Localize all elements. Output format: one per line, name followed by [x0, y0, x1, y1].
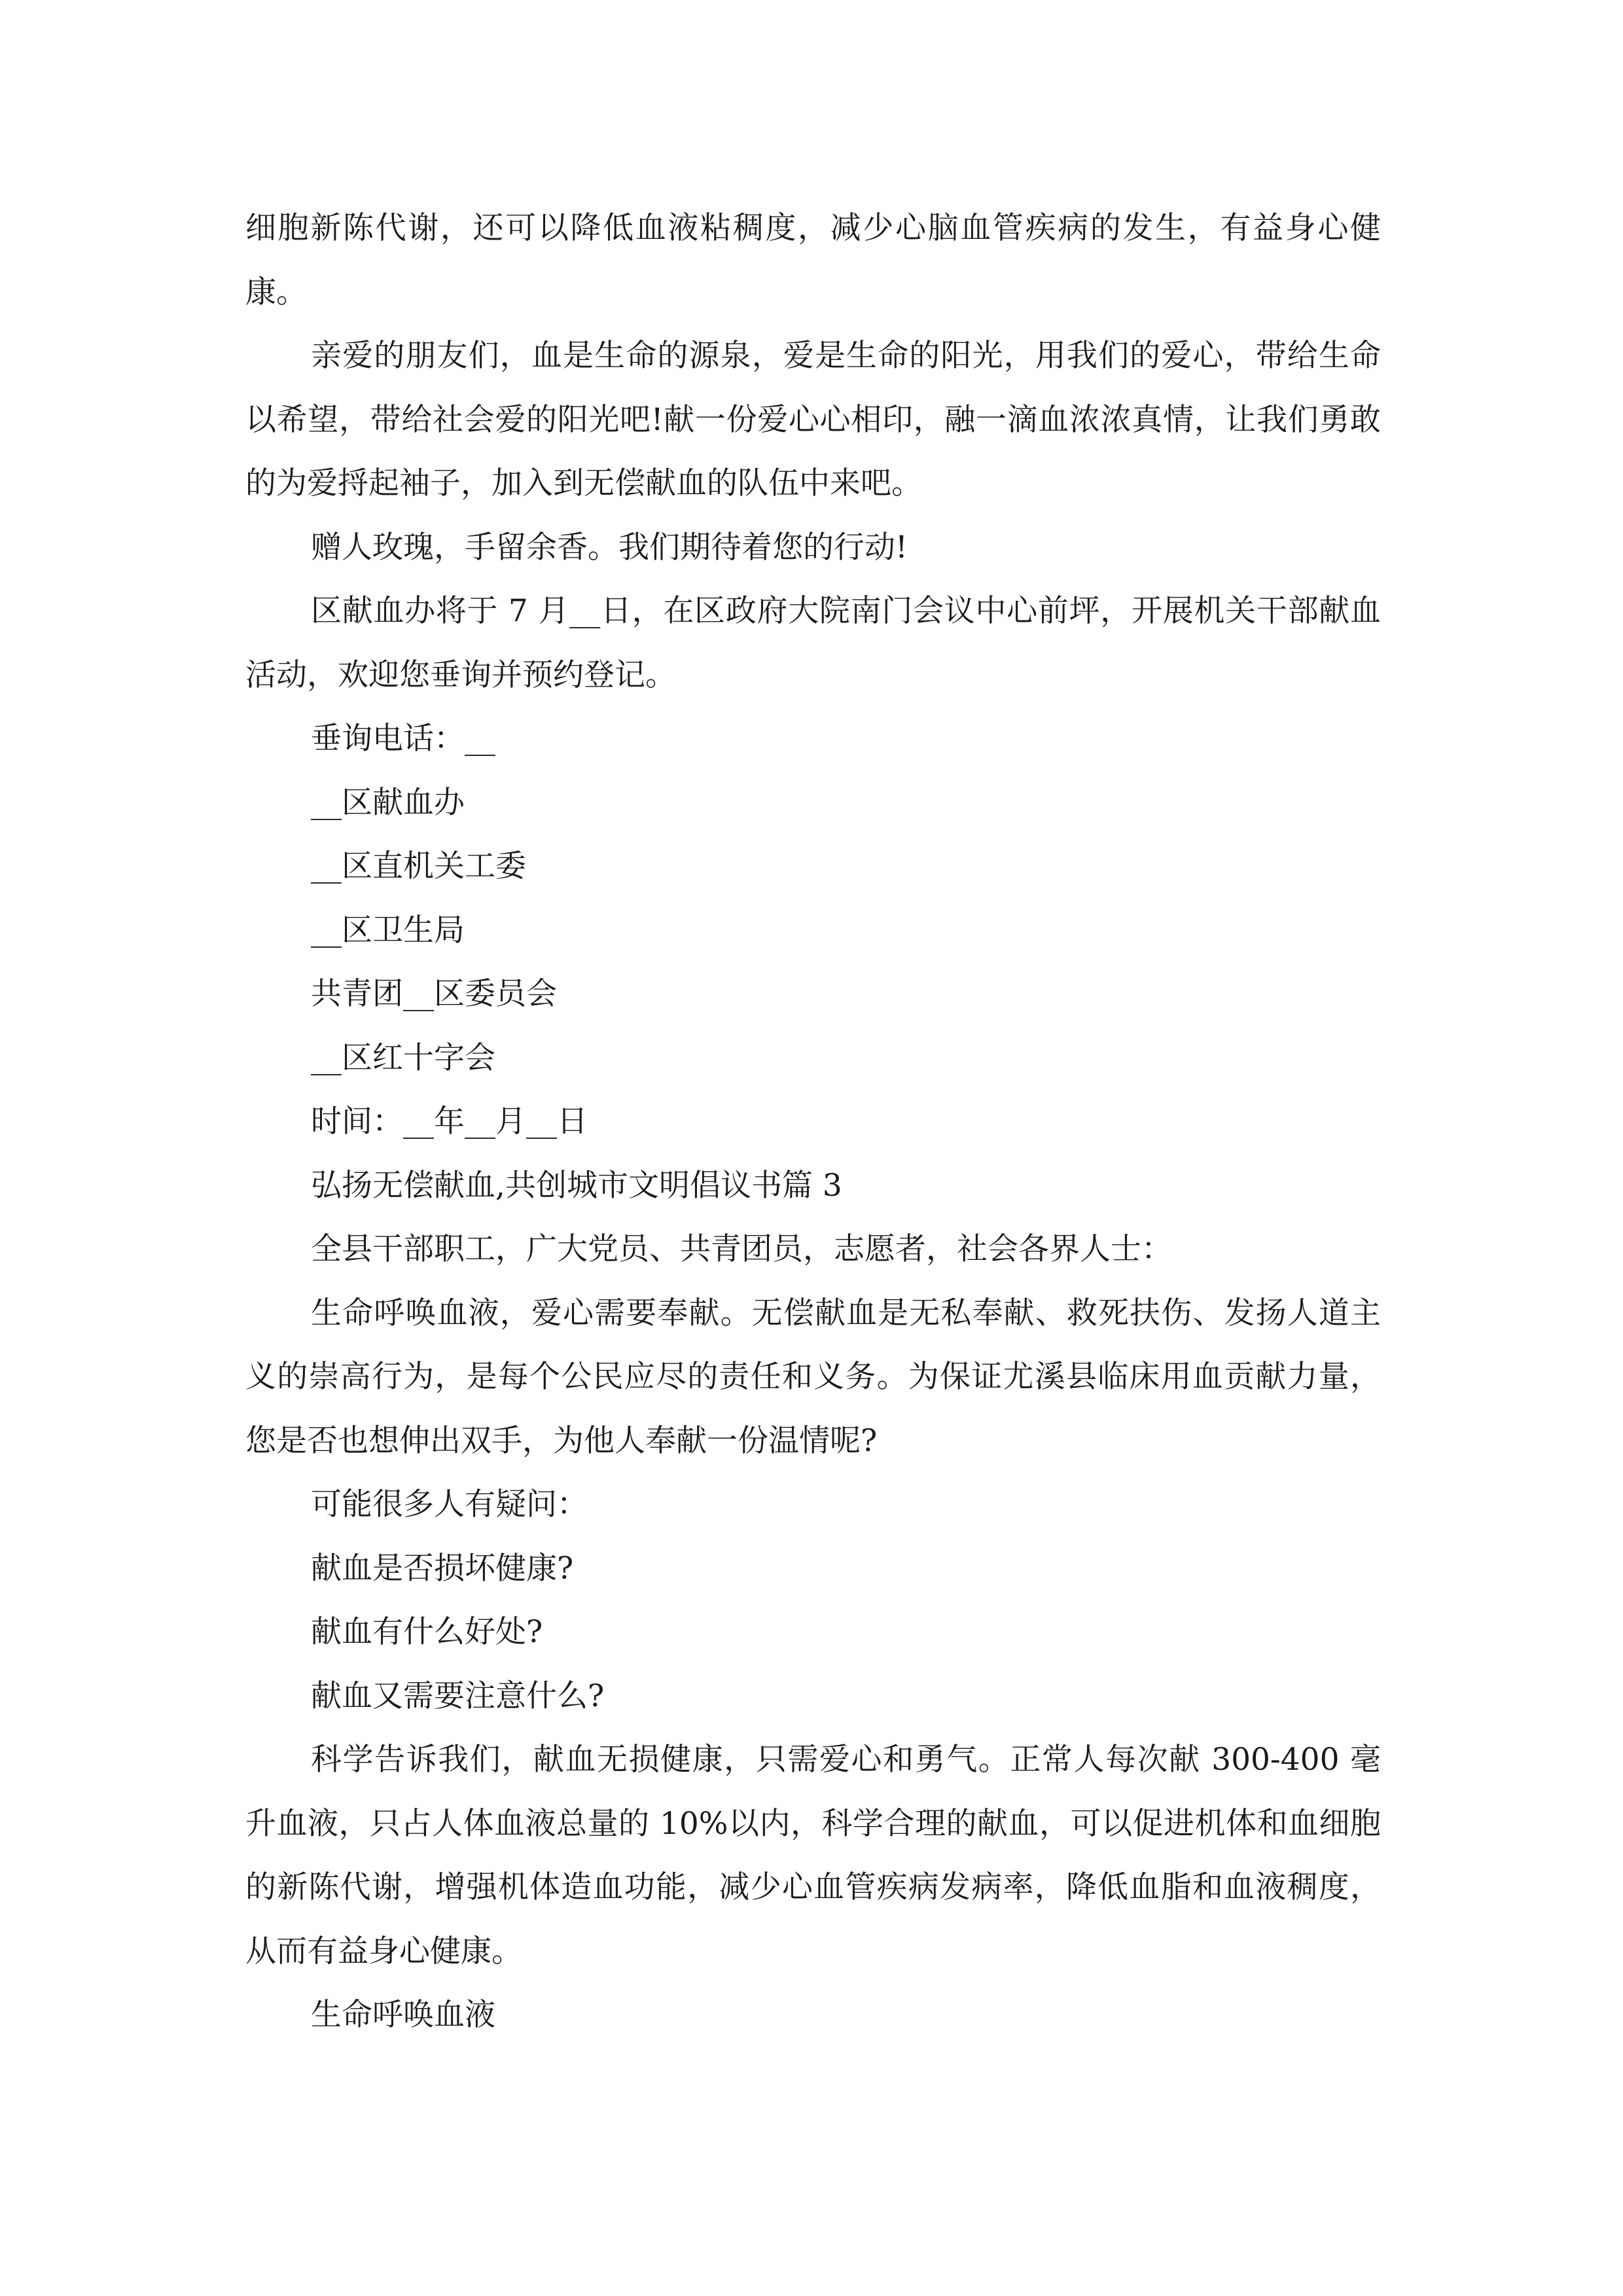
paragraph-14: 生命呼唤血液，爱心需要奉献。无偿献血是无私奉献、救死扶伤、发扬人道主义的崇高行为，是每个公民应尽的责任和义务。为保证尤溪县临床用血贡献力量，您是否也想伸出双手，为他人奉献一份温情呢?: [245, 1295, 1381, 1459]
paragraph-15: 可能很多人有疑问：: [311, 1486, 588, 1522]
paragraph-1: 细胞新陈代谢，还可以降低血液粘稠度，减少心脑血管疾病的发生，有益身心健康。: [245, 210, 1381, 310]
question-2: 献血有什么好处?: [311, 1614, 543, 1650]
question-3: 献血又需要注意什么?: [311, 1677, 605, 1714]
section-heading: 弘扬无偿献血,共创城市文明倡议书篇 3: [311, 1167, 842, 1204]
signatory-red-cross: __区红十字会: [311, 1039, 495, 1076]
paragraph-3: 赠人玫瑰，手留余香。我们期待着您的行动!: [311, 529, 908, 565]
inquiry-phone-line: 垂询电话：__: [311, 721, 495, 757]
signatory-health-bureau: __区卫生局: [311, 912, 465, 948]
question-1: 献血是否损坏健康?: [311, 1550, 574, 1587]
signatory-blood-office: __区献血办: [311, 784, 465, 821]
paragraph-2: 亲爱的朋友们，血是生命的源泉，爱是生命的阳光，用我们的爱心，带给生命以希望，带给社会爱的阳光吧!献一份爱心心相印，融一滴血浓浓真情，让我们勇敢的为爱捋起袖子，加入到无偿献血的队伍中来吧。: [245, 338, 1381, 501]
paragraph-19: 科学告诉我们，献血无损健康，只需爱心和勇气。正常人每次献 300-400 毫升血液，只占人体血液总量的 10%以内，科学合理的献血，可以促进机体和血细胞的新陈代谢，增强机体造血功能，减少心血管疾病发病率，降低血脂和血液稠度，从而有益身心健康。: [245, 1742, 1381, 1969]
signatory-work-committee: __区直机关工委: [311, 848, 526, 884]
document-body: [245, 196, 1381, 2047]
date-line: 时间：__年__月__日: [311, 1103, 588, 1139]
paragraph-20: 生命呼唤血液: [311, 1997, 495, 2033]
salutation: 全县干部职工，广大党员、共青团员，志愿者，社会各界人士：: [311, 1231, 1172, 1267]
paragraph-4: 区献血办将于 7 月__日，在区政府大院南门会议中心前坪，开展机关干部献血活动，欢迎您垂询并预约登记。: [245, 593, 1381, 693]
signatory-youth-league: 共青团__区委员会: [311, 976, 557, 1012]
